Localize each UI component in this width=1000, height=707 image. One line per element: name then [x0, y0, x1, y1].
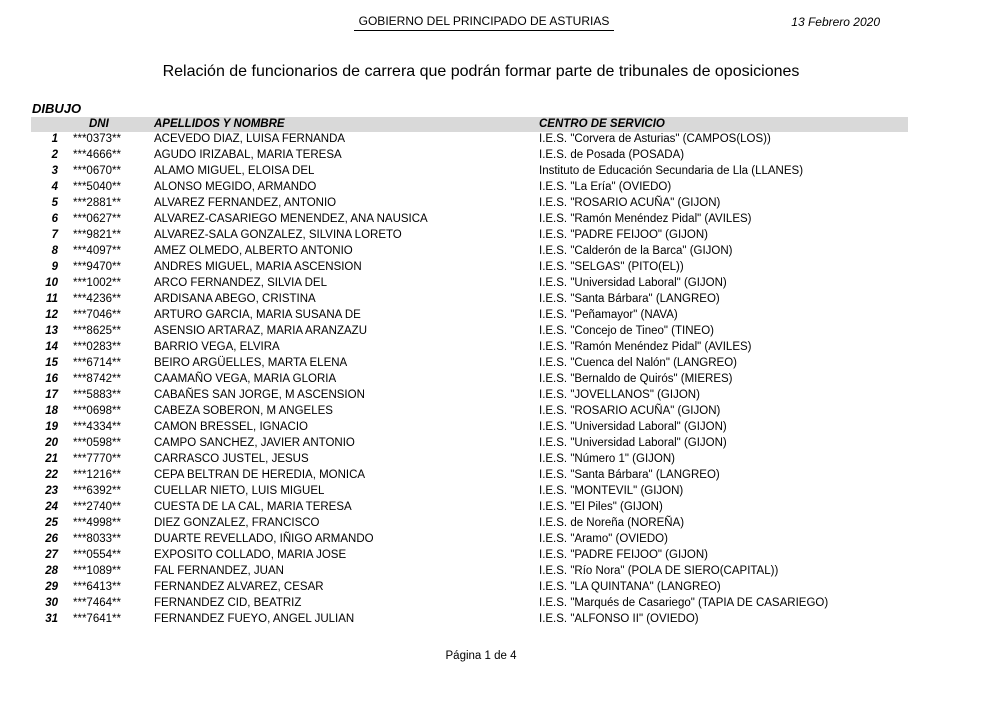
table-row: [31, 436, 908, 452]
row-centro: I.E.S. "Universidad Laboral" (GIJON): [539, 277, 727, 289]
row-dni: ***2881**: [73, 197, 121, 209]
row-centro: I.E.S. "JOVELLANOS" (GIJON): [539, 389, 700, 401]
row-centro: I.E.S. "MONTEVIL" (GIJON): [539, 485, 684, 497]
row-name: CEPA BELTRAN DE HEREDIA, MONICA: [154, 469, 366, 481]
table-row: [31, 244, 908, 260]
table-row: [31, 484, 908, 500]
table-body: [31, 132, 908, 628]
row-number: 11: [46, 293, 58, 305]
row-dni: ***4666**: [73, 149, 121, 161]
row-dni: ***4334**: [73, 421, 121, 433]
table-row: [31, 228, 908, 244]
row-name: ANDRES MIGUEL, MARIA ASCENSION: [154, 261, 362, 273]
page-title: Relación de funcionarios de carrera que podrán formar parte de tribunales de oposiciones: [162, 63, 800, 80]
table-row: [31, 212, 908, 228]
row-centro: I.E.S. de Posada (POSADA): [539, 149, 685, 161]
row-name: ALVAREZ-CASARIEGO MENENDEZ, ANA NAUSICA: [154, 213, 428, 225]
row-dni: ***7464**: [73, 597, 121, 609]
row-name: ACEVEDO DIAZ, LUISA FERNANDA: [154, 133, 346, 145]
row-dni: ***5883**: [73, 389, 121, 401]
row-centro: I.E.S. "LA QUINTANA" (LANGREO): [539, 581, 721, 593]
table-row: [31, 196, 908, 212]
row-dni: ***0554**: [73, 549, 121, 561]
table-row: [31, 468, 908, 484]
row-dni: ***8625**: [73, 325, 121, 337]
page-number: Página 1 de 4: [445, 650, 517, 662]
row-number: 7: [51, 229, 58, 241]
table-row: [31, 388, 908, 404]
row-number: 30: [45, 597, 58, 609]
table-row: [31, 324, 908, 340]
table-row: [31, 596, 908, 612]
row-name: BARRIO VEGA, ELVIRA: [154, 341, 280, 353]
table-row: [31, 404, 908, 420]
row-name: FERNANDEZ ALVAREZ, CESAR: [154, 581, 324, 593]
row-number: 31: [45, 613, 58, 625]
row-centro: I.E.S. "Santa Bárbara" (LANGREO): [539, 469, 720, 481]
row-number: 29: [45, 581, 58, 593]
table-row: [31, 164, 908, 180]
table-row: [31, 532, 908, 548]
row-centro: I.E.S. "Aramo" (OVIEDO): [539, 533, 668, 545]
row-centro: I.E.S. "La Ería" (OVIEDO): [539, 181, 672, 193]
row-dni: ***4236**: [73, 293, 121, 305]
table-row: [31, 148, 908, 164]
row-dni: ***0670**: [73, 165, 121, 177]
column-header-centro: CENTRO DE SERVICIO: [539, 118, 665, 130]
table-row: [31, 260, 908, 276]
row-dni: ***1216**: [73, 469, 121, 481]
row-name: ARCO FERNANDEZ, SILVIA DEL: [154, 277, 327, 289]
row-number: 8: [51, 245, 58, 257]
row-name: CABEZA SOBERON, M ANGELES: [154, 405, 333, 417]
row-name: ARDISANA ABEGO, CRISTINA: [154, 293, 316, 305]
row-centro: I.E.S. "Ramón Menéndez Pidal" (AVILES): [539, 341, 752, 353]
row-name: ALONSO MEGIDO, ARMANDO: [154, 181, 317, 193]
row-dni: ***0598**: [73, 437, 121, 449]
row-number: 26: [45, 533, 58, 545]
row-name: ALVAREZ-SALA GONZALEZ, SILVINA LORETO: [154, 229, 402, 241]
row-dni: ***1002**: [73, 277, 121, 289]
table-row: [31, 340, 908, 356]
row-number: 4: [51, 181, 58, 193]
table-row: [31, 580, 908, 596]
row-centro: I.E.S. "Universidad Laboral" (GIJON): [539, 437, 727, 449]
row-name: CAMON BRESSEL, IGNACIO: [154, 421, 309, 433]
row-name: AMEZ OLMEDO, ALBERTO ANTONIO: [154, 245, 353, 257]
row-name: CABAÑES SAN JORGE, M ASCENSION: [154, 389, 365, 401]
row-dni: ***9470**: [73, 261, 121, 273]
row-number: 6: [51, 213, 58, 225]
row-dni: ***7641**: [73, 613, 121, 625]
column-header-dni: DNI: [89, 118, 109, 130]
row-number: 15: [45, 357, 58, 369]
table-row: [31, 500, 908, 516]
row-centro: I.E.S. "PADRE FEIJOO" (GIJON): [539, 549, 708, 561]
row-dni: ***7770**: [73, 453, 121, 465]
row-name: CARRASCO JUSTEL, JESUS: [154, 453, 309, 465]
row-number: 5: [51, 197, 58, 209]
row-dni: ***6392**: [73, 485, 121, 497]
row-centro: I.E.S. "Universidad Laboral" (GIJON): [539, 421, 727, 433]
row-dni: ***5040**: [73, 181, 121, 193]
row-centro: I.E.S. "Marqués de Casariego" (TAPIA DE CASARIEGO): [539, 597, 829, 609]
row-name: ALAMO MIGUEL, ELOISA DEL: [154, 165, 315, 177]
table-row: [31, 132, 908, 148]
table-row: [31, 516, 908, 532]
row-name: DIEZ GONZALEZ, FRANCISCO: [154, 517, 320, 529]
row-name: ALVAREZ FERNANDEZ, ANTONIO: [154, 197, 337, 209]
row-dni: ***9821**: [73, 229, 121, 241]
row-dni: ***0373**: [73, 133, 121, 145]
row-name: AGUDO IRIZABAL, MARIA TERESA: [154, 149, 342, 161]
row-dni: ***4097**: [73, 245, 121, 257]
row-centro: I.E.S. "PADRE FEIJOO" (GIJON): [539, 229, 708, 241]
row-number: 2: [51, 149, 58, 161]
row-centro: I.E.S. "ROSARIO ACUÑA" (GIJON): [539, 405, 721, 417]
officials-table: [31, 117, 908, 628]
row-number: 13: [45, 325, 58, 337]
row-dni: ***1089**: [73, 565, 121, 577]
row-number: 1: [51, 133, 58, 145]
row-number: 3: [51, 165, 58, 177]
row-centro: I.E.S. "Río Nora" (POLA DE SIERO(CAPITAL)): [539, 565, 779, 577]
row-number: 23: [45, 485, 58, 497]
table-row: [31, 276, 908, 292]
table-row: [31, 356, 908, 372]
row-name: CAAMAÑO VEGA, MARIA GLORIA: [154, 373, 337, 385]
row-centro: I.E.S. "ALFONSO II" (OVIEDO): [539, 613, 699, 625]
row-number: 16: [45, 373, 58, 385]
row-name: FERNANDEZ FUEYO, ANGEL JULIAN: [154, 613, 355, 625]
row-centro: I.E.S. "Concejo de Tineo" (TINEO): [539, 325, 714, 337]
row-centro: I.E.S. "Ramón Menéndez Pidal" (AVILES): [539, 213, 752, 225]
row-centro: I.E.S. "El Piles" (GIJON): [539, 501, 663, 513]
row-centro: I.E.S. de Noreña (NOREÑA): [539, 517, 685, 529]
row-dni: ***6714**: [73, 357, 121, 369]
row-number: 20: [45, 437, 58, 449]
table-row: [31, 548, 908, 564]
row-dni: ***2740**: [73, 501, 121, 513]
row-number: 25: [45, 517, 58, 529]
row-centro: I.E.S. "Bernaldo de Quirós" (MIERES): [539, 373, 733, 385]
row-centro: Instituto de Educación Secundaria de Lla (LLANES): [539, 165, 804, 177]
row-number: 17: [45, 389, 58, 401]
table-row: [31, 420, 908, 436]
row-centro: I.E.S. "Santa Bárbara" (LANGREO): [539, 293, 720, 305]
row-centro: I.E.S. "Cuenca del Nalón" (LANGREO): [539, 357, 737, 369]
row-dni: ***0627**: [73, 213, 121, 225]
row-name: CAMPO SANCHEZ, JAVIER ANTONIO: [154, 437, 355, 449]
row-number: 22: [45, 469, 58, 481]
header-organization: GOBIERNO DEL PRINCIPADO DE ASTURIAS: [354, 14, 614, 31]
row-number: 12: [45, 309, 58, 321]
row-number: 19: [45, 421, 58, 433]
row-name: CUELLAR NIETO, LUIS MIGUEL: [154, 485, 325, 497]
row-number: 14: [45, 341, 58, 353]
row-name: BEIRO ARGÜELLES, MARTA ELENA: [154, 357, 348, 369]
header-date: 13 Febrero 2020: [791, 15, 880, 29]
table-row: [31, 308, 908, 324]
row-centro: I.E.S. "Corvera de Asturias" (CAMPOS(LOS)): [539, 133, 771, 145]
row-number: 9: [51, 261, 58, 273]
row-dni: ***8033**: [73, 533, 121, 545]
row-centro: I.E.S. "SELGAS" (PITO(EL)): [539, 261, 684, 273]
row-name: CUESTA DE LA CAL, MARIA TERESA: [154, 501, 352, 513]
table-row: [31, 564, 908, 580]
row-dni: ***0698**: [73, 405, 121, 417]
row-dni: ***4998**: [73, 517, 121, 529]
row-number: 27: [45, 549, 58, 561]
row-centro: I.E.S. "Número 1" (GIJON): [539, 453, 675, 465]
row-name: FAL FERNANDEZ, JUAN: [154, 565, 284, 577]
row-dni: ***6413**: [73, 581, 121, 593]
row-name: EXPOSITO COLLADO, MARIA JOSE: [154, 549, 347, 561]
row-name: ARTURO GARCIA, MARIA SUSANA DE: [154, 309, 361, 321]
row-centro: I.E.S. "Peñamayor" (NAVA): [539, 309, 678, 321]
column-header-name: APELLIDOS Y NOMBRE: [154, 118, 285, 130]
row-number: 21: [45, 453, 58, 465]
row-name: ASENSIO ARTARAZ, MARIA ARANZAZU: [154, 325, 368, 337]
table-row: [31, 372, 908, 388]
table-header: [31, 117, 908, 132]
table-row: [31, 292, 908, 308]
row-number: 28: [45, 565, 58, 577]
row-dni: ***7046**: [73, 309, 121, 321]
section-title: DIBUJO: [32, 101, 82, 116]
row-centro: I.E.S. "ROSARIO ACUÑA" (GIJON): [539, 197, 721, 209]
table-row: [31, 452, 908, 468]
row-dni: ***8742**: [73, 373, 121, 385]
table-row: [31, 180, 908, 196]
row-number: 10: [45, 277, 58, 289]
row-name: DUARTE REVELLADO, IÑIGO ARMANDO: [154, 533, 374, 545]
row-dni: ***0283**: [73, 341, 121, 353]
row-number: 24: [45, 501, 58, 513]
row-number: 18: [45, 405, 58, 417]
row-centro: I.E.S. "Calderón de la Barca" (GIJON): [539, 245, 733, 257]
table-row: [31, 612, 908, 628]
row-name: FERNANDEZ CID, BEATRIZ: [154, 597, 302, 609]
